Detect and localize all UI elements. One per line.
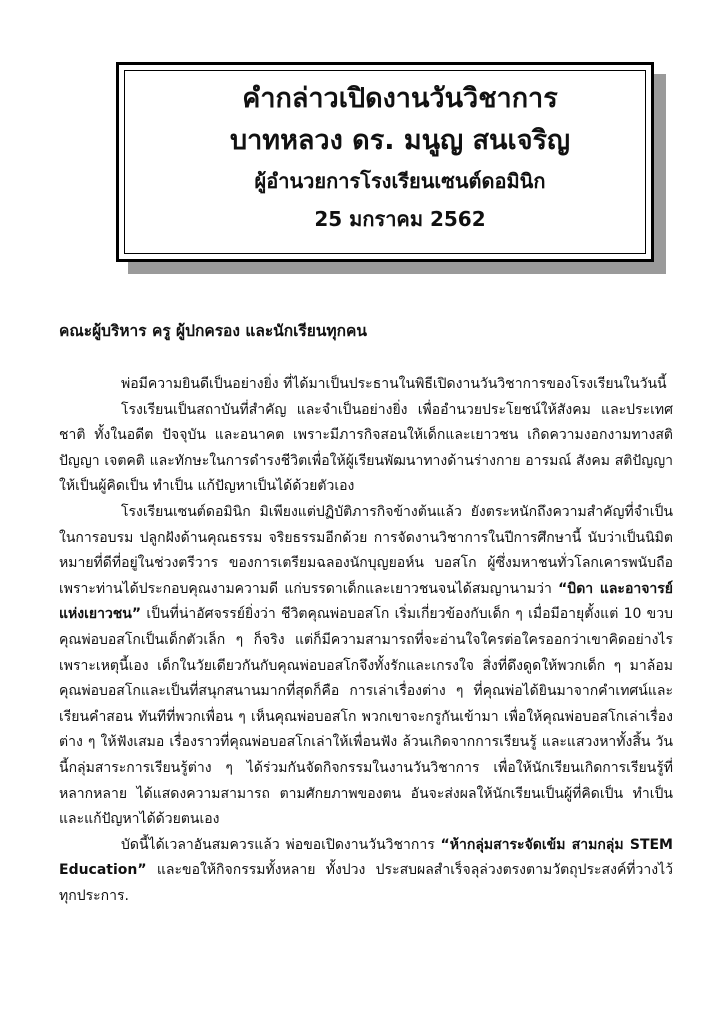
speaker-name: บาทหลวง ดร. มนูญ สนเจริญ: [229, 125, 571, 156]
paragraph-3-text-b: เป็นที่น่าอัศจรรย์ยิ่งว่า ชีวิตคุณพ่อบอสโก เริ่มเกี่ยวข้องกับเด็ก ๆ เมื่อมีอายุตั้งแต่ 10 ขวบ คุณพ่อบอสโกเป็นเด็กตัวเล็ก ๆ ก็จริง แต่ก็มีความสามารถที่จะอ่านใจใครต่อใครออกว่าเขาคิดอย่างไร เพราะเหตุนี้เอง เด็กในวัยเดียวกันกับคุณพ่อบอสโกจึงทั้งรักและเกรงใจ สิ่งที่ดึงดูดให้พวกเด็ก ๆ มาล้อมคุณพ่อบอสโกและเป็นที่สนุกสนานมากที่สุดก็คือ การเล่าเรื่องต่าง ๆ ที่คุณพ่อได้ยินมาจากคำเทศน์และเรียนคำสอน ทันทีที่พวกเพื่อน ๆ เห็นคุณพ่อบอสโก พวกเขาจะกรูกันเข้ามา เพื่อให้คุณพ่อบอสโกเล่าเรื่องต่าง ๆ ให้ฟังเสมอ เรื่องราวที่คุณพ่อบอสโกเล่าให้เพื่อนฟัง ล้วนเกิดจากการเรียนรู้ และแสวงหาทั้งสิ้น วันนี้กลุ่มสาระการเรียนรู้ต่าง ๆ ได้ร่วมกันจัดกิจกรรมในงานวันวิชาการ เพื่อให้นักเรียนเกิดการเรียนรู้ที่หลากหลาย ได้แสดงความสามารถ ตามศักยภาพของตน อันจะส่งผลให้นักเรียนเป็นผู้ที่คิดเป็น ทำเป็น และแก้ปัญหาได้ด้วยตนเอง: [59, 606, 673, 828]
speech-title: คำกล่าวเปิดงานวันวิชาการ: [242, 83, 558, 114]
paragraph-4-text-a: บัดนี้ได้เวลาอันสมควรแล้ว พ่อขอเปิดงานวันวิชาการ: [121, 836, 441, 853]
speaker-position: ผู้อำนวยการโรงเรียนเซนต์ดอมินิก: [254, 169, 546, 193]
paragraph-3: [59, 500, 673, 833]
salutation: คณะผู้บริหาร ครู ผู้ปกครอง และนักเรียนทุกคน: [59, 322, 367, 340]
speech-date: 25 มกราคม 2562: [314, 207, 486, 231]
paragraph-1: พ่อมีความยินดีเป็นอย่างยิ่ง ที่ได้มาเป็นประธานในพิธีเปิดงานวันวิชาการของโรงเรียนในวันนี้: [121, 376, 667, 392]
paragraph-3-bold-phrase: “บิดา และอาจารย์ แห่งเยาวชน”: [59, 580, 674, 623]
paragraph-2: โรงเรียนเป็นสถาบันที่สำคัญ และจำเป็นอย่างยิ่ง เพื่ออำนวยประโยชน์ให้สังคม และประเทศชาติ ทั้งในอดีต ปัจจุบัน และอนาคต เพราะมีภารกิจสอนให้เด็กและเยาวชน เกิดความงอกงามทางสติปัญญา เจตคติ และทักษะในการดำรงชีวิตเพื่อให้ผู้เรียนพัฒนาทางด้านร่างกาย อารมณ์ สังคม สติปัญญา ให้เป็นผู้คิดเป็น ทำเป็น แก้ปัญหาเป็นได้ด้วยตัวเอง: [59, 401, 673, 495]
paragraph-4: [59, 833, 673, 910]
paragraph-4-text-b: และขอให้กิจกรรมทั้งหลาย ทั้งปวง ประสบผลสำเร็จลุล่วงตรงตามวัตถุประสงค์ที่วางไว้ทุกประการ.: [59, 862, 673, 904]
paragraph-3-text-a: โรงเรียนเซนต์ดอมินิก มิเพียงแต่ปฏิบัติภารกิจข้างต้นแล้ว ยังตระหนักถึงความสำคัญที่จำเป็นในการอบรม ปลูกฝังด้านคุณธรรม จริยธรรมอีกด้วย การจัดงานวิชาการในปีการศึกษานี้ นับว่าเป็นนิมิตหมายที่ดีที่อยู่ในช่วงตรีวาร ของการเตรียมฉลองนักบุญยอห์น บอสโก ผู้ซึ่งมหาชนทั่วโลกเคารพนับถือ เพราะท่านได้ประกอบคุณงามความดี แก่บรรดาเด็กและเยาวชนจนได้สมญานามว่า: [59, 503, 673, 597]
speech-body: [59, 372, 673, 909]
paragraph-4-bold-phrase: “ห้ากลุ่มสาระจัดเข้ม สามกลุ่ม STEM Education”: [59, 836, 673, 879]
title-block: [116, 82, 654, 232]
